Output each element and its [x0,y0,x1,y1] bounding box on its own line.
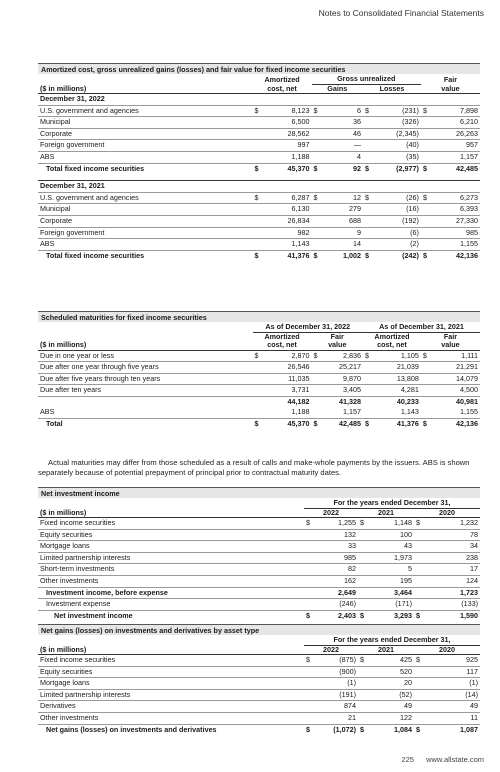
cell-amortized-2021: 41,376 [396,419,419,429]
row-label: Derivatives [38,701,304,713]
cell-2020: 1,590 [460,610,479,620]
col-header-fair: Fair [443,332,458,341]
table-row-total-2022 [38,163,480,174]
cell-2020: (14) [424,689,480,701]
dollar-sign: $ [414,724,424,735]
row-label: Net investment income [54,610,133,620]
col-header-gross-unrealized: Gross unrealized [312,75,421,84]
dollar-sign: $ [313,419,318,429]
cell-losses: (40) [374,140,421,152]
dollar-sign: $ [253,163,264,174]
row-label: Equity securities [38,666,304,678]
cell-fair: 7,898 [432,105,480,117]
table-net-investment-income [38,499,480,621]
row-label: Due in one year or less [38,350,253,362]
col-header-fair: Fair [443,75,458,84]
table-scheduled-maturities [38,323,480,430]
table-row [38,128,480,140]
cell-gains: 36 [322,117,363,129]
cell-2021: 3,293 [394,610,412,620]
dollar-sign: $ [312,105,323,117]
dollar-sign: $ [421,192,432,204]
cell-gains: 14 [322,239,363,251]
row-label: Limited partnership interests [38,689,304,701]
cell-2022: 162 [314,575,358,587]
cell-amortized-2021: 4,281 [374,385,421,397]
row-label: Equity securities [38,529,304,541]
row-label: ABS [38,407,253,418]
cell-2020: 11 [424,712,480,724]
table-row [38,678,480,690]
dollar-sign: $ [421,105,432,117]
cell-2022: (1,072) [314,724,358,735]
section-title-net-gains: Net gains (losses) on investments and derivatives by asset type [38,624,480,635]
cell-gains: — [322,140,363,152]
dollar-sign: $ [304,724,314,735]
cell-amortized: 6,287 [263,192,311,204]
row-label: Municipal [38,204,253,216]
dollar-sign: $ [358,724,368,735]
cell-losses: (326) [374,117,421,129]
col-header-2021: 2021 [358,508,414,518]
cell-amortized: 45,370 [263,163,311,174]
table-row-total-2021 [38,250,480,261]
dollar-sign: $ [358,518,368,530]
cell-2021: 122 [368,712,414,724]
row-label: Mortgage loans [38,541,304,553]
dollar-sign: $ [363,192,374,204]
col-header-2022: 2022 [304,508,358,518]
col-header-2020: 2020 [414,645,480,655]
row-label: Mortgage loans [38,678,304,690]
cell-amortized: 8,123 [263,105,311,117]
cell-amortized-2022: 3,731 [263,385,311,397]
cell-2021: 100 [368,529,414,541]
cell-2021: (171) [368,599,414,611]
table-row-net-gains-total [38,724,480,735]
cell-gains: 1,002 [322,250,363,261]
row-label: Net gains (losses) on investments and derivatives [38,724,304,735]
cell-fair: 26,263 [432,128,480,140]
row-label: ABS [38,151,253,163]
table-row [38,575,480,587]
cell-amortized-2022: 26,546 [263,362,311,374]
cell-fair: 1,157 [432,151,480,163]
cell-fair: 6,393 [432,204,480,216]
cell-amortized: 6,130 [263,204,311,216]
table-row [38,239,480,251]
cell-amortized: 28,562 [263,128,311,140]
cell-2021: 5 [368,564,414,576]
site-url: www.allstate.com [426,755,484,764]
cell-losses: (192) [374,215,421,227]
cell-2020: 49 [424,701,480,713]
row-label: Due after ten years [38,385,253,397]
cell-2022: 132 [314,529,358,541]
table-row [38,151,480,163]
cell-2021: (52) [368,689,414,701]
unit-label: ($ in millions) [38,508,304,518]
col-header-as-of-2021: As of December 31, 2021 [363,323,480,332]
table-row [38,529,480,541]
col-header-period: For the years ended December 31, [304,499,480,508]
cell-fair-2022: 1,157 [322,407,363,418]
cell-2020: 117 [424,666,480,678]
cell-fair: 1,155 [432,239,480,251]
cell-2022: (191) [314,689,358,701]
table-amortized-cost [38,75,480,261]
cell-gains: 279 [322,204,363,216]
table-row [38,105,480,117]
cell-fair: 42,136 [432,250,480,261]
unit-label: ($ in millions) [38,341,253,350]
cell-2022: 82 [314,564,358,576]
cell-amortized-2021: 1,143 [374,407,421,418]
col-header-losses: Losses [363,84,421,94]
table-row [38,117,480,129]
table-row [38,204,480,216]
cell-2020: 124 [424,575,480,587]
dollar-sign: $ [421,250,432,261]
cell-losses: (2,977) [374,163,421,174]
cell-2021: 1,148 [368,518,414,530]
cell-2020: 1,232 [424,518,480,530]
dollar-sign: $ [414,655,424,667]
cell-amortized: 982 [263,227,311,239]
cell-2020: 925 [424,655,480,667]
cell-gains: 6 [322,105,363,117]
table-row [38,227,480,239]
cell-fair-2022: 2,836 [322,350,363,362]
cell-2020: 34 [424,541,480,553]
cell-2022: (1) [314,678,358,690]
cell-2021: 425 [368,655,414,667]
dollar-sign: $ [253,250,264,261]
col-header-value: value [421,84,480,94]
cell-amortized-2021: 21,039 [374,362,421,374]
table-row [38,701,480,713]
date-heading-2021: December 31, 2021 [38,181,480,193]
page-number: 225 [401,755,414,764]
page-footer [391,755,484,764]
cell-fair-2022: 25,217 [322,362,363,374]
cell-fair-2022: 9,870 [322,373,363,385]
col-header-value: value [312,341,363,350]
col-header-value: value [421,341,480,350]
col-header-period: For the years ended December 31, [304,636,480,645]
cell-losses: (2,345) [374,128,421,140]
cell-2022: 874 [314,701,358,713]
dollar-sign: $ [253,105,264,117]
col-header-2022: 2022 [304,645,358,655]
cell-2022: 2,649 [314,587,358,599]
cell-2020: (1) [424,678,480,690]
table-row-before-expense [38,587,480,599]
cell-losses: (16) [374,204,421,216]
table-row [38,552,480,564]
cell-2020: 78 [424,529,480,541]
table-row [38,689,480,701]
row-label: Total fixed income securities [38,163,253,174]
cell-2022: (875) [314,655,358,667]
dollar-sign: $ [416,610,420,620]
table-row [38,541,480,553]
dollar-sign: $ [253,192,264,204]
cell-2022: (246) [314,599,358,611]
row-label: Total fixed income securities [38,250,253,261]
cell-2022: (900) [314,666,358,678]
cell-fair-2022: 3,405 [322,385,363,397]
section-title-amortized-cost: Amortized cost, gross unrealized gains (losses) and fair value for fixed income securities [38,63,480,74]
row-label: Foreign government [38,227,253,239]
page-header: Notes to Consolidated Financial Statements [318,8,484,18]
row-label: U.S. government and agencies [38,192,253,204]
cell-amortized: 1,188 [263,151,311,163]
unit-label: ($ in millions) [38,645,304,655]
cell-losses: (26) [374,192,421,204]
cell-2021: 1,973 [368,552,414,564]
cell-fair-2021: 1,111 [432,350,480,362]
table-row [38,712,480,724]
cell-amortized: 41,376 [263,250,311,261]
cell-2022: 21 [314,712,358,724]
row-label: Fixed income securities [38,655,304,667]
row-label: Total [46,419,63,429]
dollar-sign: $ [363,105,374,117]
col-header-2021: 2021 [358,645,414,655]
cell-fair-2021: 21,291 [432,362,480,374]
table-row-net-investment-income [38,610,480,621]
cell-losses: (2) [374,239,421,251]
dollar-sign: $ [363,163,374,174]
row-label: Investment income, before expense [38,587,304,599]
cell-fair-2022: 41,328 [322,396,363,407]
col-header-amortized: Amortized [264,332,300,341]
cell-amortized-2022: 2,870 [263,350,311,362]
row-label: Due after five years through ten years [38,373,253,385]
cell-fair: 957 [432,140,480,152]
table-row-subtotal [38,396,480,407]
table-row [38,564,480,576]
cell-gains: 688 [322,215,363,227]
cell-losses: (242) [374,250,421,261]
cell-fair: 6,210 [432,117,480,129]
cell-2020: 17 [424,564,480,576]
unit-label: ($ in millions) [38,84,253,94]
cell-2021: 520 [368,666,414,678]
table-row [38,140,480,152]
dollar-sign: $ [304,655,314,667]
table-row-investment-expense [38,599,480,611]
dollar-sign: $ [253,350,264,362]
row-label: Short-term investments [38,564,304,576]
cell-fair: 42,485 [432,163,480,174]
section-title-net-investment-income: Net investment income [38,487,480,498]
cell-losses: (35) [374,151,421,163]
row-label: Municipal [38,117,253,129]
row-label: Limited partnership interests [38,552,304,564]
cell-2022: 33 [314,541,358,553]
row-label: U.S. government and agencies [38,105,253,117]
dollar-sign: $ [360,610,364,620]
row-label: Corporate [38,128,253,140]
table-row [38,655,480,667]
row-label: Investment expense [38,599,304,611]
cell-fair-2022: 42,485 [339,419,361,429]
cell-gains: 92 [322,163,363,174]
col-header-fair: Fair [330,332,344,341]
cell-2022: 2,403 [338,610,356,620]
table-row [38,215,480,227]
table-row [38,362,480,374]
cell-fair: 27,330 [432,215,480,227]
row-label: Fixed income securities [38,518,304,530]
table-row [38,666,480,678]
dollar-sign: $ [312,192,323,204]
col-header-2020: 2020 [414,508,480,518]
dollar-sign: $ [363,350,374,362]
dollar-sign: $ [312,350,323,362]
table-row [38,192,480,204]
cell-amortized: 6,500 [263,117,311,129]
cell-fair-2021: 1,155 [432,407,480,418]
row-label: Due after one year through five years [38,362,253,374]
cell-amortized-2021: 40,233 [374,396,421,407]
cell-amortized: 26,834 [263,215,311,227]
table-row [38,385,480,397]
cell-losses: (231) [374,105,421,117]
table-row-abs [38,407,480,418]
cell-amortized-2021: 1,105 [374,350,421,362]
cell-gains: 4 [322,151,363,163]
date-heading-2022: December 31, 2022 [38,94,480,106]
col-header-amortized: Amortized [264,75,300,84]
cell-gains: 12 [322,192,363,204]
table-row-total [38,419,480,430]
col-header-gains: Gains [312,84,363,94]
cell-2021: 195 [368,575,414,587]
cell-fair: 6,273 [432,192,480,204]
row-label: Corporate [38,215,253,227]
dollar-sign: $ [312,163,323,174]
table-row [38,350,480,362]
cell-2021: 3,464 [368,587,414,599]
section-title-maturities: Scheduled maturities for fixed income securities [38,311,480,322]
table-row [38,373,480,385]
dollar-sign: $ [421,350,432,362]
table-net-gains [38,636,480,735]
cell-gains: 46 [322,128,363,140]
cell-2020: 238 [424,552,480,564]
col-header-as-of-2022: As of December 31, 2022 [253,323,363,332]
dollar-sign: $ [422,419,427,429]
cell-fair-2021: 4,500 [432,385,480,397]
cell-2022: 1,255 [314,518,358,530]
cell-2021: 49 [368,701,414,713]
cell-amortized: 1,143 [263,239,311,251]
dollar-sign: $ [312,250,323,261]
col-header-amortized: Amortized [374,332,410,341]
col-header-cost-net: cost, net [253,84,312,94]
row-label: Other investments [38,712,304,724]
cell-fair-2021: 42,136 [456,419,478,429]
dollar-sign: $ [421,163,432,174]
cell-amortized-2022: 11,035 [263,373,311,385]
cell-2021: 1,084 [368,724,414,735]
cell-amortized: 997 [263,140,311,152]
cell-fair-2021: 40,981 [432,396,480,407]
cell-fair-2021: 14,079 [432,373,480,385]
table-row [38,518,480,530]
dollar-sign: $ [306,610,310,620]
dollar-sign: $ [254,419,259,429]
row-label: ABS [38,239,253,251]
dollar-sign: $ [365,419,369,429]
cell-amortized-2022: 1,188 [263,407,311,418]
dollar-sign: $ [304,518,314,530]
cell-fair: 985 [432,227,480,239]
cell-2021: 20 [368,678,414,690]
cell-amortized-2021: 13,808 [374,373,421,385]
row-label: Foreign government [38,140,253,152]
maturity-note: Actual maturities may differ from those scheduled as a result of calls and make-whole payments by the issuers. ABS is shown separately because of potential prepayment of principal prior to contractual maturity dates. [38,458,470,477]
cell-2022: 985 [314,552,358,564]
dollar-sign: $ [414,518,424,530]
dollar-sign: $ [358,655,368,667]
col-header-cost-net: cost, net [363,341,421,350]
cell-amortized-2022: 45,370 [287,419,310,429]
cell-amortized-2022: 44,182 [263,396,311,407]
cell-losses: (6) [374,227,421,239]
cell-2020: 1,087 [424,724,480,735]
cell-2020: 1,723 [424,587,480,599]
row-label: Other investments [38,575,304,587]
cell-gains: 9 [322,227,363,239]
cell-2021: 43 [368,541,414,553]
col-header-cost-net: cost, net [253,341,312,350]
dollar-sign: $ [363,250,374,261]
cell-2020: (133) [424,599,480,611]
